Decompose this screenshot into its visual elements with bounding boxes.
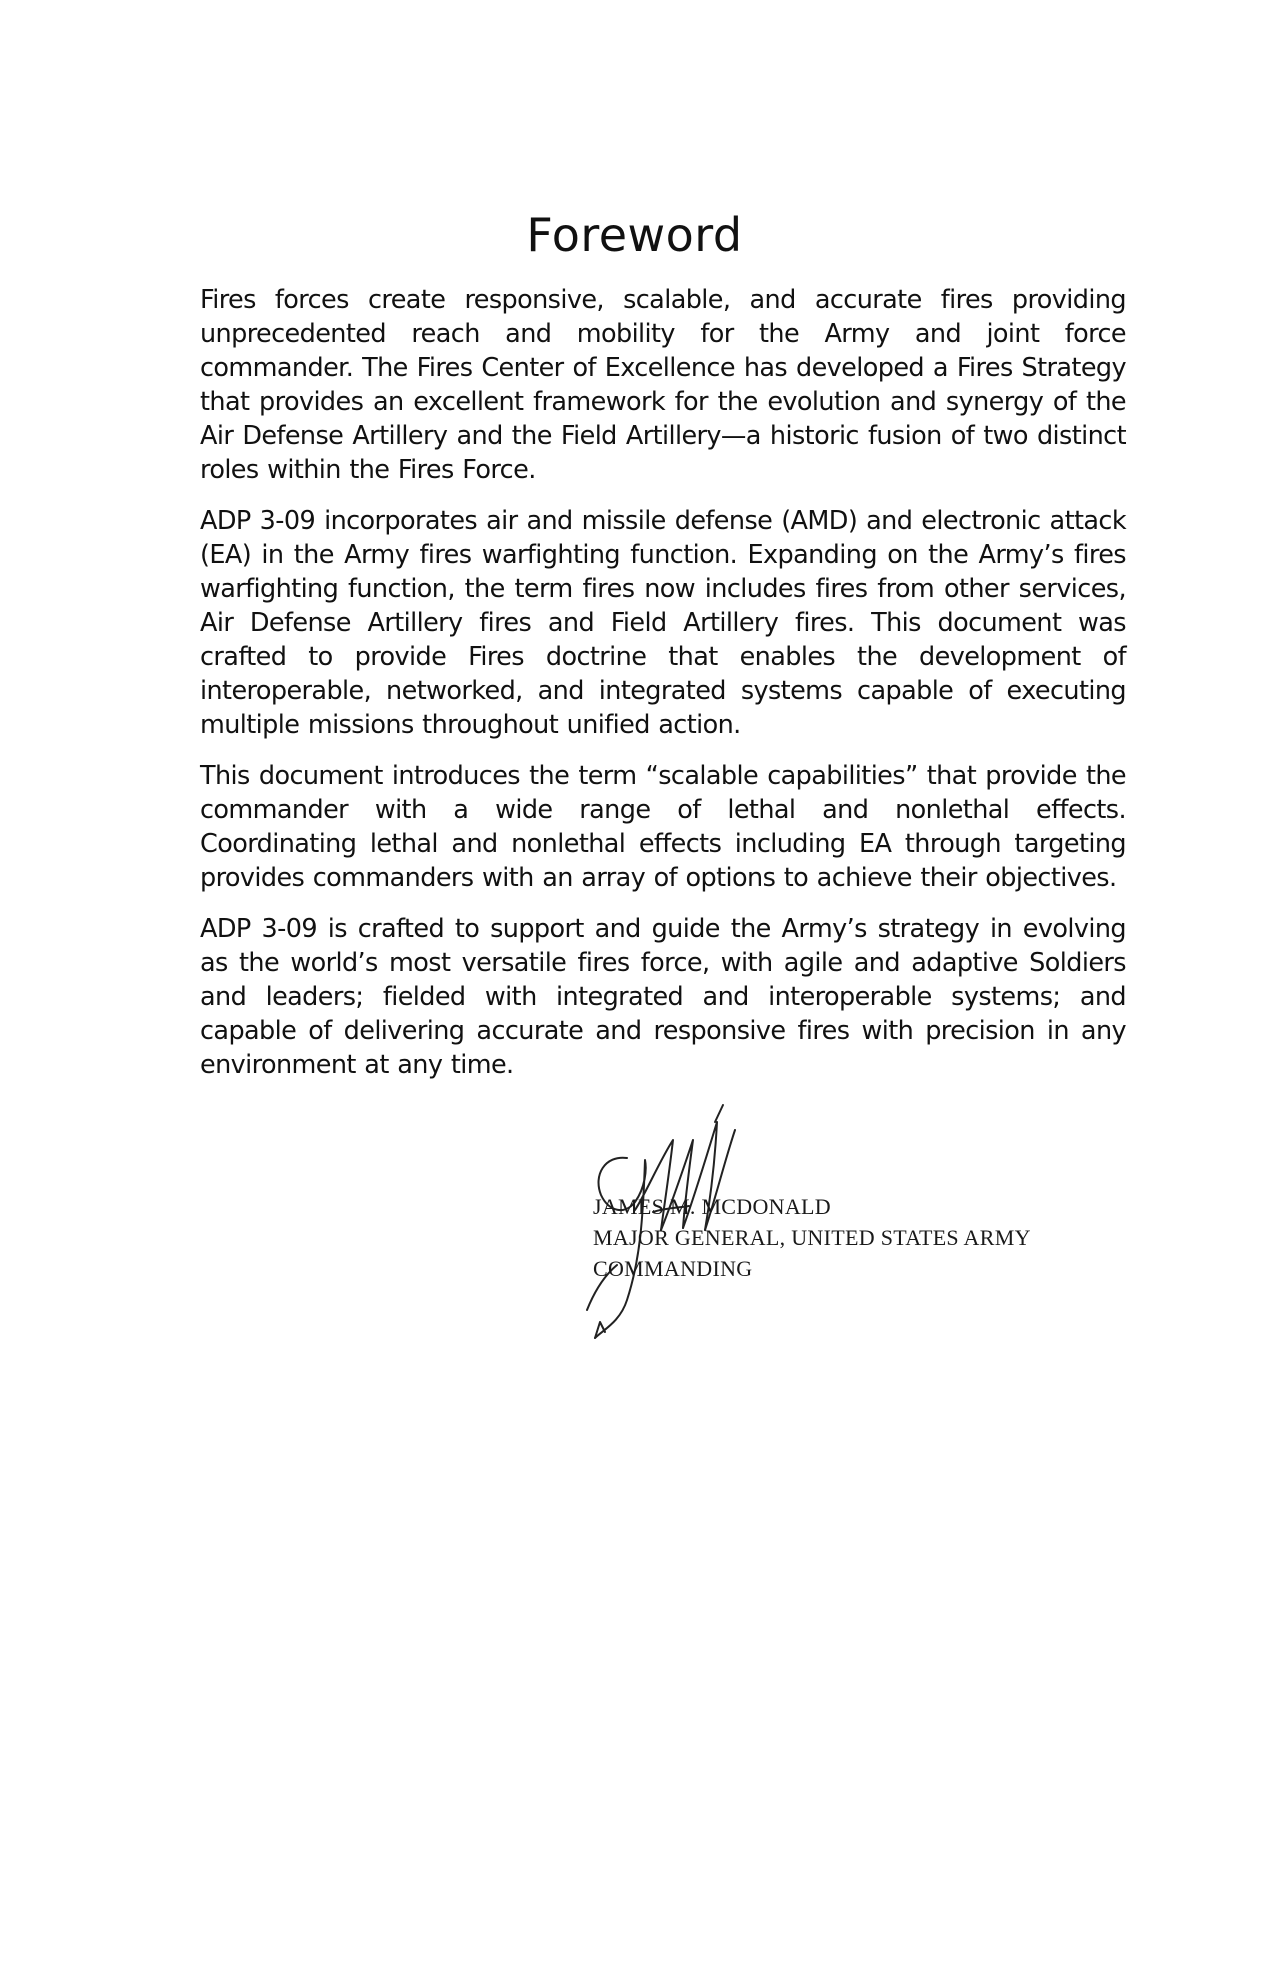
paragraph-4: ADP 3-09 is crafted to support and guide the Army’s strategy in evolving as the world’s most versatile fires force, with agile and adaptive Soldiers and leaders; fielded with integrated and interoperable systems; and capable of delivering accurate and responsive fires with precision in any environment at any time.	[200, 914, 1126, 1080]
signatory-role: COMMANDING	[593, 1256, 753, 1281]
paragraph-3: This document introduces the term “scalable capabilities” that provide the commander with a wide range of lethal and nonlethal effects. Coordinating lethal and nonlethal effects including EA through targeting provides commanders with an array of options to achieve their objectives.	[200, 761, 1126, 893]
signatory-name: JAMES M. MCDONALD	[593, 1194, 831, 1219]
foreword-body	[200, 283, 1126, 1099]
paragraph-1: Fires forces create responsive, scalable, and accurate fires providing unprecedented reach and mobility for the Army and joint force commander. The Fires Center of Excellence has developed a Fires Strategy that provides an excellent framework for the evolution and synergy of the Air Defense Artillery and the Field Artillery—a historic fusion of two distinct roles within the Fires Force.	[200, 285, 1126, 485]
page-title: Foreword	[526, 208, 743, 262]
signature-block	[565, 1100, 1125, 1350]
paragraph-2: ADP 3-09 incorporates air and missile defense (AMD) and electronic attack (EA) in the Army fires warfighting function. Expanding on the Army’s fires warfighting function, the term fires now includes fires from other services, Air Defense Artillery fires and Field Artillery fires. This document was crafted to provide Fires doctrine that enables the development of interoperable, networked, and integrated systems capable of executing multiple missions throughout unified action.	[200, 506, 1126, 740]
signatory-rank: MAJOR GENERAL, UNITED STATES ARMY	[593, 1225, 1031, 1250]
